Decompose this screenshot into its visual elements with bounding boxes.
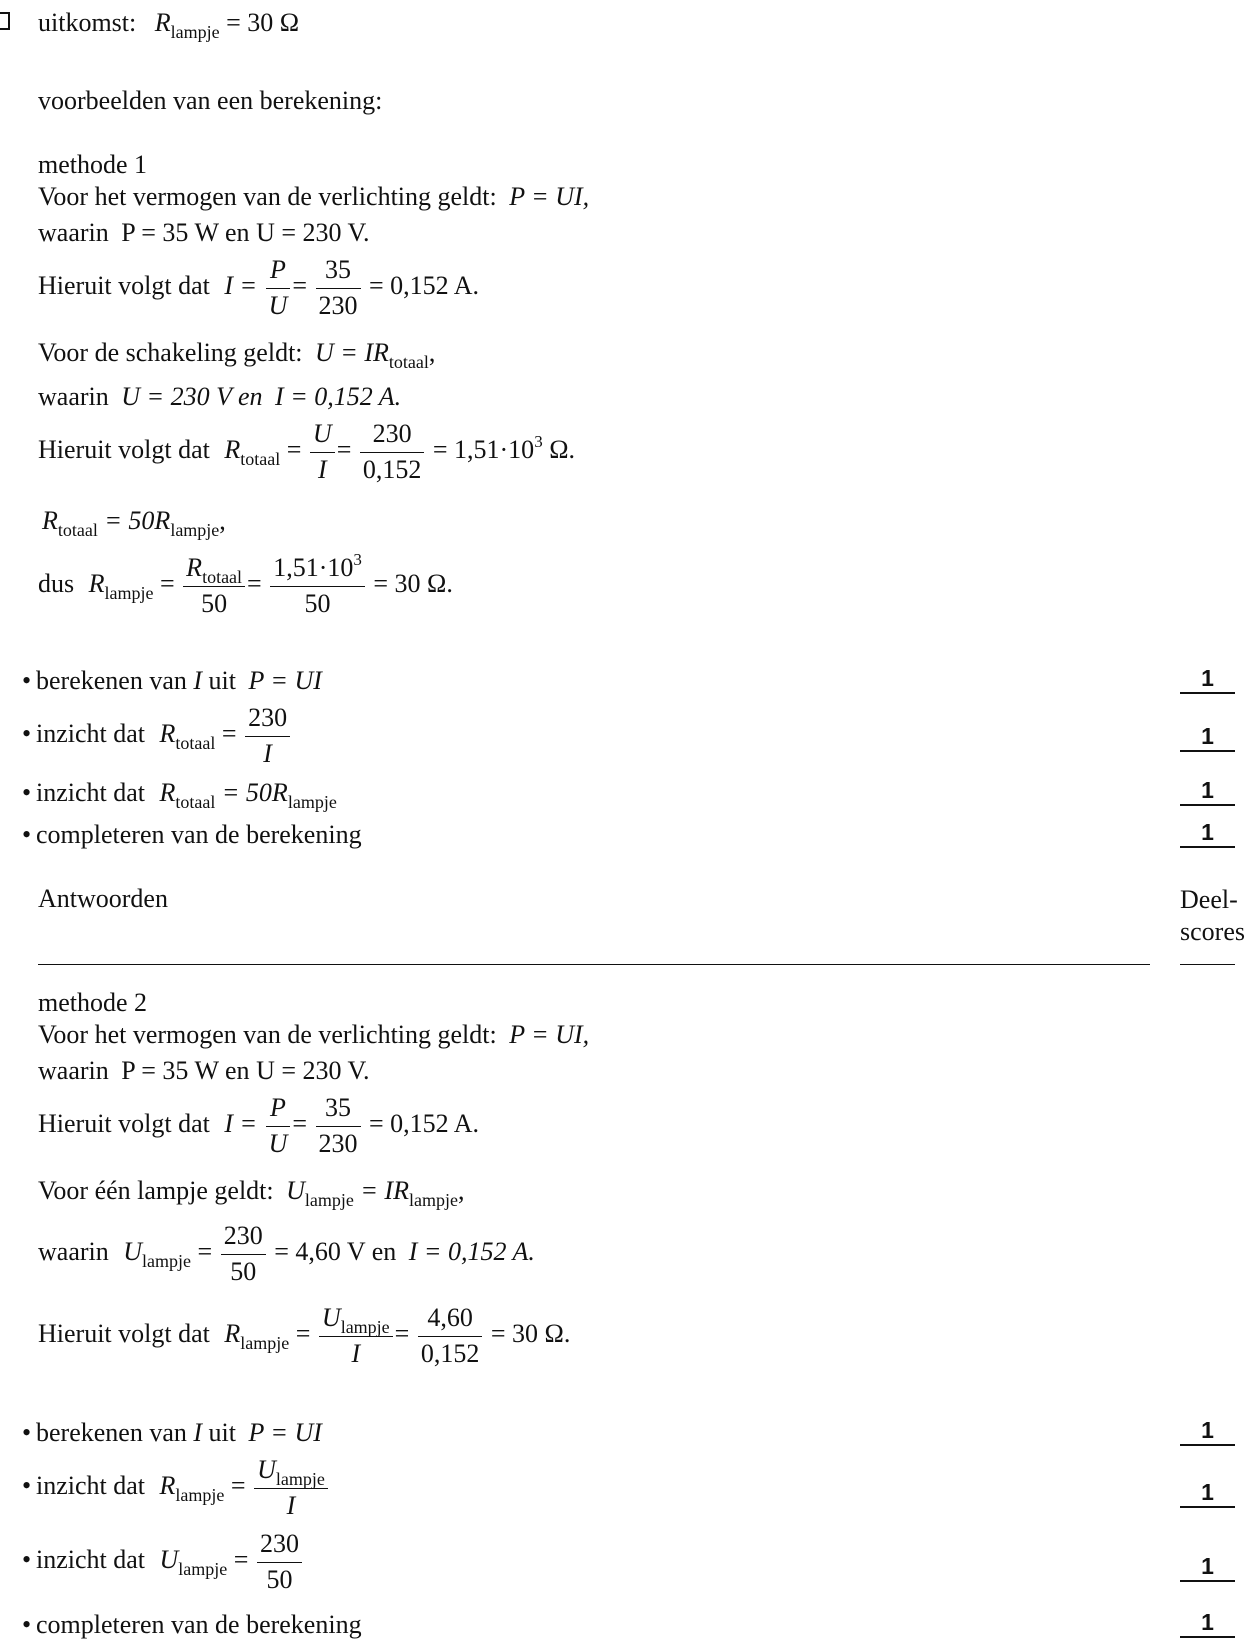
m1-l2-b: P = 35 W en: [121, 218, 250, 247]
m1-l8-frac2: $\frac{1,51\cdot 10^3}{50}$: [270, 554, 365, 618]
m1-l8-res: = 30 Ω.: [373, 569, 453, 599]
m1-line2: [38, 220, 369, 246]
m1-c2-text: inzicht dat: [36, 719, 146, 749]
m1-l3-I: I =: [224, 271, 258, 301]
m2-l1-formula: P = UI,: [509, 1020, 590, 1049]
m1-line6: Hieruit volgt dat $R_{totaal}$ = $\frac{U}{I}$ = $\frac{230}{0,152}$ = $1,51\cdot 10^3$ Ω.: [38, 419, 576, 484]
m2-l4-sub: lampje: [304, 1190, 354, 1210]
m2-l5-sub: lampje: [142, 1251, 192, 1272]
m1-c3-R: R: [159, 778, 176, 807]
m1-l3-res: = 0,152 A.: [369, 271, 480, 301]
m1-l2-c: U = 230 V.: [256, 218, 370, 247]
intro-text: voorbeelden van een berekening:: [38, 86, 383, 115]
m1-c2-frac: $\frac{230}{I}$: [245, 704, 290, 768]
m2-c1-I: I: [193, 1418, 203, 1447]
deelscores-line2: scores: [1180, 917, 1245, 946]
m1-c3-sub2: lampje: [287, 792, 337, 812]
m2-c3-frac: $\frac{230}{50}$: [257, 1530, 302, 1594]
answer-label: uitkomst:: [38, 8, 137, 37]
m2-l5-frac: $\frac{230}{50}$: [221, 1222, 266, 1286]
m2-score-1: 1: [1180, 1420, 1235, 1446]
m2-l6-res: = 30 Ω.: [490, 1319, 571, 1349]
m2-l4-sub2: lampje: [408, 1190, 458, 1210]
m1-l8-pre: dus: [38, 569, 75, 599]
m2-l5-U: U: [123, 1237, 143, 1267]
m2-title: methode 2: [38, 988, 148, 1017]
divider-left: [38, 964, 1150, 965]
answer-line: [38, 8, 300, 42]
m1-l6-R: R: [224, 435, 241, 465]
m2-c3-sub: lampje: [178, 1559, 228, 1580]
m2-c1-text: berekenen van: [36, 1418, 187, 1447]
m2-c4-text: completeren van de berekening: [36, 1610, 362, 1639]
m1-line4: Voor de schakeling geldt: $U = IR_{totaal}$,: [38, 338, 436, 372]
m1-l6-pre: Hieruit volgt dat: [38, 435, 210, 465]
m1-c4-text: completeren van de berekening: [36, 820, 362, 849]
m1-c2-R: R: [159, 719, 176, 749]
m1-l5-c: I = 0,152 A.: [275, 382, 402, 411]
m1-l4-text: Voor de schakeling geldt:: [38, 338, 303, 367]
m2-l3-res: = 0,152 A.: [369, 1109, 480, 1139]
m1-c1-uit: uit: [208, 666, 236, 695]
m2-l6-sub: lampje: [240, 1333, 290, 1354]
m1-l3-pre: Hieruit volgt dat: [38, 271, 210, 301]
m2-l5-a: waarin: [38, 1237, 109, 1267]
m2-c2-R: R: [159, 1471, 176, 1501]
m2-l4-text: Voor één lampje geldt:: [38, 1176, 274, 1205]
m2-l3-pre: Hieruit volgt dat: [38, 1109, 210, 1139]
m1-l6-exp: 3: [534, 432, 543, 452]
m1-criterion-4: • completeren van de berekening: [22, 820, 362, 849]
m1-criterion-3: • inzicht dat $R_{totaal} = 50R_{lampje}$: [22, 778, 337, 812]
m1-l2-a: waarin: [38, 218, 109, 247]
m2-line6: Hieruit volgt dat $R_{lampje}$ = $\frac{U_{lampje}}{I}$ = $\frac{4,60}{0,152}$ = 30 Ω.: [38, 1303, 571, 1368]
m1-l8-frac1: $\frac{R_{totaal}}{50}$: [183, 554, 245, 618]
m2-criterion-1: • berekenen van I uit P = UI: [22, 1418, 322, 1447]
m1-l6-frac2: $\frac{230}{0,152}$: [360, 420, 425, 484]
m2-l3-I: I =: [224, 1109, 258, 1139]
m2-l6-pre: Hieruit volgt dat: [38, 1319, 210, 1349]
m2-l5-I: I = 0,152 A.: [408, 1237, 535, 1267]
m1-l4-f: U = IR: [315, 338, 389, 367]
m2-score-2: 1: [1180, 1482, 1235, 1508]
answer-var: R: [154, 8, 171, 37]
m2-line4: Voor één lampje geldt: $U_{lampje} = IR_{lampje}$,: [38, 1176, 465, 1210]
m1-score-3: 1: [1180, 780, 1235, 806]
answer-rhs: = 30 Ω: [226, 8, 300, 37]
m1-l8-sub: lampje: [104, 583, 154, 604]
m2-c3-text: inzicht dat: [36, 1545, 146, 1575]
m1-c3-sub: totaal: [175, 792, 216, 812]
m2-c1-f: P = UI: [248, 1418, 322, 1447]
m1-line8: dus $R_{lampje}$ = $\frac{R_{totaal}}{50}$ = $\frac{1,51\cdot 10^3}{50}$ = 30 Ω.: [38, 550, 453, 618]
m1-criterion-1: • berekenen van I uit P = UI: [22, 666, 322, 695]
m2-l6-frac2: $\frac{4,60}{0,152}$: [418, 1304, 483, 1368]
m2-l2-a: waarin: [38, 1056, 109, 1085]
m2-criterion-3: • inzicht dat $U_{lampje}$ = $\frac{230}{50}$: [22, 1530, 304, 1594]
m1-l5-a: waarin: [38, 382, 109, 411]
m1-l6-res: = 1,51·10: [432, 435, 535, 465]
m2-criterion-4: • completeren van de berekening: [22, 1610, 362, 1639]
m2-c2-sub: lampje: [175, 1485, 225, 1506]
m1-c1-f: P = UI: [248, 666, 322, 695]
m1-line3: Hieruit volgt dat I = $\frac{P}{U}$ = $\frac{35}{230}$ = 0,152 A.: [38, 255, 480, 320]
m1-l8-R: R: [88, 569, 105, 599]
deelscores-label: [1180, 884, 1245, 948]
m2-l5-res: = 4,60 V en: [274, 1237, 397, 1267]
m1-score-4: 1: [1180, 822, 1235, 848]
m1-line1: [38, 184, 589, 210]
m1-line7: $R_{totaal} = 50R_{lampje}$,: [42, 506, 226, 540]
m2-c2-frac: $\frac{U_{lampje}}{I}$: [254, 1456, 328, 1520]
m2-score-3: 1: [1180, 1556, 1235, 1582]
m2-criterion-2: • inzicht dat $R_{lampje}$ = $\frac{U_{lampje}}{I}$: [22, 1456, 330, 1520]
m1-score-1: 1: [1180, 668, 1235, 694]
m2-c2-text: inzicht dat: [36, 1471, 146, 1501]
m2-l2-b: P = 35 W en: [121, 1056, 250, 1085]
m2-score-4: 1: [1180, 1612, 1235, 1638]
m1-l6-sub: totaal: [240, 449, 281, 470]
m1-l3-frac2: $\frac{35}{230}$: [316, 256, 361, 320]
m2-l4-mid: = IR: [360, 1176, 409, 1205]
m2-l6-R: R: [224, 1319, 241, 1349]
m2-l1-text: Voor het vermogen van de verlichting geldt:: [38, 1020, 497, 1049]
deelscores-line1: Deel-: [1180, 885, 1238, 914]
m2-line3: Hieruit volgt dat I = $\frac{P}{U}$ = $\frac{35}{230}$ = 0,152 A.: [38, 1093, 480, 1158]
m1-l7-R: R: [42, 506, 58, 535]
m1-l1-formula: P = UI,: [509, 182, 590, 211]
m2-l3-frac2: $\frac{35}{230}$: [316, 1094, 361, 1158]
m1-l7-mid: = 50R: [104, 506, 171, 535]
m1-l3-frac1: $\frac{P}{U}$: [266, 256, 291, 320]
m1-l4-sub: totaal: [388, 352, 429, 372]
m2-l2-c: U = 230 V.: [256, 1056, 370, 1085]
m2-line2: [38, 1058, 369, 1084]
m2-c3-U: U: [159, 1545, 179, 1575]
m1-c3-text: inzicht dat: [36, 778, 146, 807]
m1-title: methode 1: [38, 150, 148, 179]
m1-l6-frac1: $\frac{U}{I}$: [310, 420, 335, 484]
m1-l5-b: U = 230 V en: [121, 382, 263, 411]
m2-l3-frac1: $\frac{P}{U}$: [266, 1094, 291, 1158]
m2-line5: waarin $U_{lampje}$ = $\frac{230}{50}$ = 4,60 V en I = 0,152 A.: [38, 1221, 535, 1286]
m2-l6-frac1: $\frac{U_{lampje}}{I}$: [319, 1304, 393, 1368]
m1-l1-text: Voor het vermogen van de verlichting geldt:: [38, 182, 497, 211]
m1-l6-unit: Ω.: [542, 435, 576, 465]
m2-c1-uit: uit: [208, 1418, 236, 1447]
m2-line1: [38, 1022, 589, 1048]
divider-right: [1180, 964, 1235, 965]
m1-c3-mid: = 50R: [221, 778, 288, 807]
m1-l7-sub: totaal: [57, 520, 98, 540]
m1-c1-text: berekenen van: [36, 666, 187, 695]
m1-line5: [38, 384, 401, 410]
answer-sub: lampje: [170, 22, 220, 42]
m1-score-2: 1: [1180, 726, 1235, 752]
m2-l4-U: U: [286, 1176, 305, 1205]
m1-c1-I: I: [193, 666, 203, 695]
answer-checkbox[interactable]: [0, 12, 10, 30]
m1-l7-sub2: lampje: [170, 520, 220, 540]
m1-c2-sub: totaal: [175, 733, 216, 754]
m1-criterion-2: • inzicht dat $R_{totaal}$ = $\frac{230}{I}$: [22, 704, 292, 768]
antwoorden-label: Antwoorden: [38, 884, 168, 913]
